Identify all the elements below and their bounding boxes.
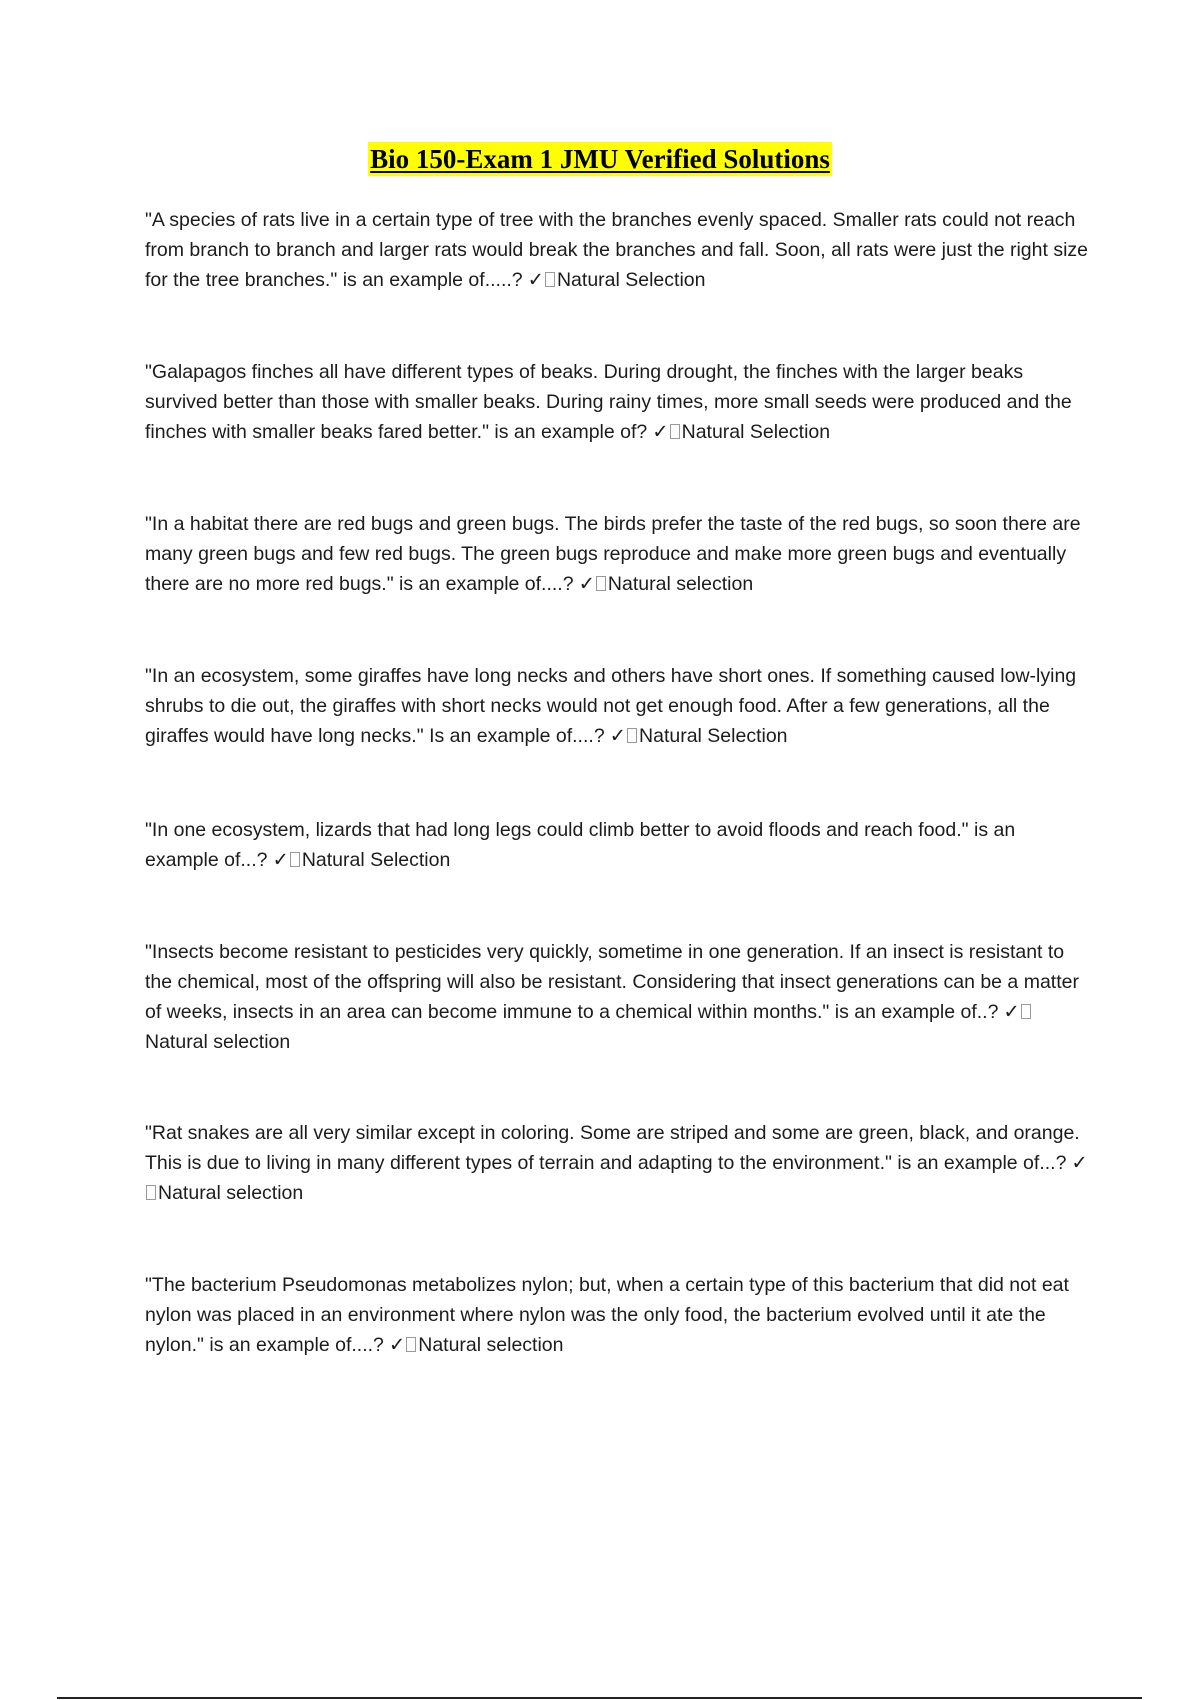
checkbox-icon	[545, 272, 555, 287]
checkbox-icon	[670, 424, 680, 439]
qa-item	[145, 1270, 1090, 1360]
question-text: "Rat snakes are all very similar except in coloring. Some are striped and some are green, black, and orange. This is due to living in many different types of terrain and adapting to the environment." is an example of...?	[145, 1122, 1080, 1174]
footer-divider	[57, 1697, 1142, 1699]
title-wrapper	[0, 142, 1200, 176]
question-text: "Insects become resistant to pesticides very quickly, sometime in one generation. If an insect is resistant to the chemical, most of the offspring will also be resistant. Considering that insect generations can be a matter of weeks, insects in an area can become immune to a chemical within months." is an example of..?	[145, 941, 1079, 1023]
checkbox-icon	[406, 1337, 416, 1352]
checkmark-icon: ✓	[1003, 1001, 1020, 1023]
checkmark-icon: ✓	[527, 269, 544, 291]
question-text: "A species of rats live in a certain type of tree with the branches evenly spaced. Smaller rats could not reach from branch to branch and larger rats would break the branches and fall. Soon, all rats were just the right size for the tree branches." is an example of.....?	[145, 209, 1088, 291]
checkbox-icon	[146, 1185, 156, 1200]
checkmark-icon: ✓	[578, 573, 595, 595]
answer-text: Natural Selection	[301, 849, 451, 871]
checkmark-icon: ✓	[609, 725, 627, 747]
qa-item	[145, 1118, 1090, 1208]
checkbox-icon	[627, 728, 637, 743]
checkmark-icon: ✓	[1071, 1152, 1088, 1174]
answer-text: Natural Selection	[681, 421, 831, 443]
qa-item	[145, 509, 1090, 599]
question-text: "The bacterium Pseudomonas metabolizes nylon; but, when a certain type of this bacterium that did not eat nylon was placed in an environment where nylon was the only food, the bacterium evolved until it ate the nylon." is an example of....?	[145, 1274, 1069, 1356]
checkmark-icon: ✓	[272, 849, 289, 871]
answer-text: Natural selection	[145, 1031, 291, 1053]
question-text: "Galapagos finches all have different types of beaks. During drought, the finches with the larger beaks survived better than those with smaller beaks. During rainy times, more small seeds were produced and the finches with smaller beaks fared better." is an example of?	[145, 361, 1072, 443]
qa-item	[145, 357, 1090, 447]
document-title: Bio 150-Exam 1 JMU Verified Solutions	[370, 144, 830, 174]
answer-text: Natural Selection	[556, 269, 706, 291]
answer-text: Natural selection	[418, 1334, 564, 1356]
question-text: "In an ecosystem, some giraffes have long necks and others have short ones. If something caused low-lying shrubs to die out, the giraffes with short necks would not get enough food. After a few generations, all the giraffes would have long necks." Is an example of....?	[145, 665, 1077, 747]
checkbox-icon	[1021, 1004, 1031, 1019]
qa-item	[145, 205, 1090, 295]
qa-item	[145, 815, 1090, 875]
answer-text: Natural selection	[607, 573, 754, 595]
checkbox-icon	[290, 852, 300, 867]
question-text: "In one ecosystem, lizards that had long legs could climb better to avoid floods and reach food." is an example of...?	[145, 819, 1016, 871]
checkmark-icon: ✓	[388, 1334, 406, 1356]
qa-item	[145, 937, 1090, 1057]
answer-text: Natural Selection	[639, 725, 788, 747]
answer-text: Natural selection	[158, 1182, 304, 1204]
qa-item	[145, 661, 1090, 751]
checkmark-icon: ✓	[652, 421, 669, 443]
checkbox-icon	[596, 576, 606, 591]
question-text: "In a habitat there are red bugs and green bugs. The birds prefer the taste of the red bugs, so soon there are many green bugs and few red bugs. The green bugs reproduce and make more green bugs and eventually there are no more red bugs." is an example of....?	[145, 513, 1081, 595]
